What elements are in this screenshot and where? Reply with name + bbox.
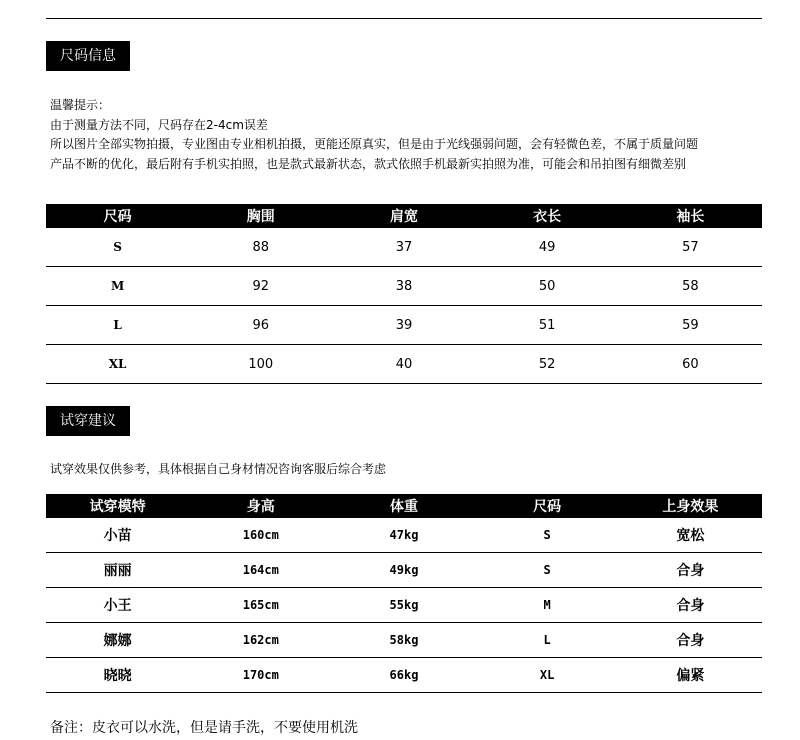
table-cell: 丽丽 (46, 553, 189, 588)
table-cell: 164cm (189, 553, 332, 588)
care-note: 备注：皮衣可以水洗，但是请手洗，不要使用机洗 (50, 720, 358, 736)
header-cell: 尺码 (476, 494, 619, 518)
header-cell: 上身效果 (619, 494, 762, 518)
table-cell: 60 (619, 345, 762, 384)
table-cell: XL (476, 658, 619, 693)
tips-line: 产品不断的优化，最后附有手机实拍照，也是款式最新状态，款式依照手机最新实拍照为准，可能会和吊拍图有细微差别 (50, 156, 687, 171)
table-row (46, 623, 762, 658)
table-cell: M (476, 588, 619, 623)
table-cell: 49 (476, 228, 619, 267)
table-cell: 偏紧 (619, 658, 762, 693)
table-row (46, 228, 762, 267)
fit-intro: 试穿效果仅供参考，具体根据自己身材情况咨询客服后综合考虑 (50, 462, 387, 476)
table-cell: S (476, 553, 619, 588)
table-cell: 47kg (332, 518, 475, 553)
table-row (46, 345, 762, 384)
table-cell: 40 (332, 345, 475, 384)
table-cell: 37 (332, 228, 475, 267)
table-cell: 88 (189, 228, 332, 267)
table-cell: L (46, 306, 189, 345)
header-cell: 体重 (332, 494, 475, 518)
table-cell: 160cm (189, 518, 332, 553)
table-cell: 晓晓 (46, 658, 189, 693)
tips-line: 由于测量方法不同，尺码存在2-4cm误差 (50, 117, 268, 132)
table-row (46, 267, 762, 306)
tips-line: 所以图片全部实物拍摄，专业图由专业相机拍摄，更能还原真实，但是由于光线强弱问题，会有轻微色差，不属于质量问题 (50, 137, 699, 151)
top-divider (46, 18, 762, 19)
table-cell: 52 (476, 345, 619, 384)
table-cell: 娜娜 (46, 623, 189, 658)
table-cell: 100 (189, 345, 332, 384)
table-cell: 58 (619, 267, 762, 306)
table-cell: M (46, 267, 189, 306)
table-cell: 57 (619, 228, 762, 267)
fit-table-header (46, 494, 762, 518)
table-cell: 59 (619, 306, 762, 345)
table-cell: 96 (189, 306, 332, 345)
header-cell: 肩宽 (332, 204, 475, 228)
table-cell: 92 (189, 267, 332, 306)
size-info-heading: 尺码信息 (46, 41, 130, 71)
header-cell: 胸围 (189, 204, 332, 228)
table-cell: 58kg (332, 623, 475, 658)
table-cell: 宽松 (619, 518, 762, 553)
table-row (46, 306, 762, 345)
size-table (46, 204, 762, 384)
table-cell: 50 (476, 267, 619, 306)
header-cell: 尺码 (46, 204, 189, 228)
table-cell: 合身 (619, 588, 762, 623)
table-cell: 55kg (332, 588, 475, 623)
table-row (46, 553, 762, 588)
size-tips (50, 96, 770, 174)
table-row (46, 588, 762, 623)
table-cell: 66kg (332, 658, 475, 693)
table-cell: 49kg (332, 553, 475, 588)
table-cell: 合身 (619, 623, 762, 658)
table-cell: 小王 (46, 588, 189, 623)
fit-table (46, 494, 762, 693)
table-cell: S (46, 228, 189, 267)
table-cell: L (476, 623, 619, 658)
table-cell: 合身 (619, 553, 762, 588)
table-cell: 39 (332, 306, 475, 345)
table-cell: 170cm (189, 658, 332, 693)
table-row (46, 658, 762, 693)
header-cell: 身高 (189, 494, 332, 518)
tips-line: 温馨提示： (50, 98, 111, 112)
table-cell: S (476, 518, 619, 553)
fit-advice-heading: 试穿建议 (46, 406, 130, 436)
table-cell: 38 (332, 267, 475, 306)
table-row (46, 518, 762, 553)
table-cell: 小苗 (46, 518, 189, 553)
header-cell: 袖长 (619, 204, 762, 228)
table-cell: 162cm (189, 623, 332, 658)
table-cell: 51 (476, 306, 619, 345)
size-table-header (46, 204, 762, 228)
table-cell: XL (46, 345, 189, 384)
header-cell: 试穿模特 (46, 494, 189, 518)
table-cell: 165cm (189, 588, 332, 623)
header-cell: 衣长 (476, 204, 619, 228)
